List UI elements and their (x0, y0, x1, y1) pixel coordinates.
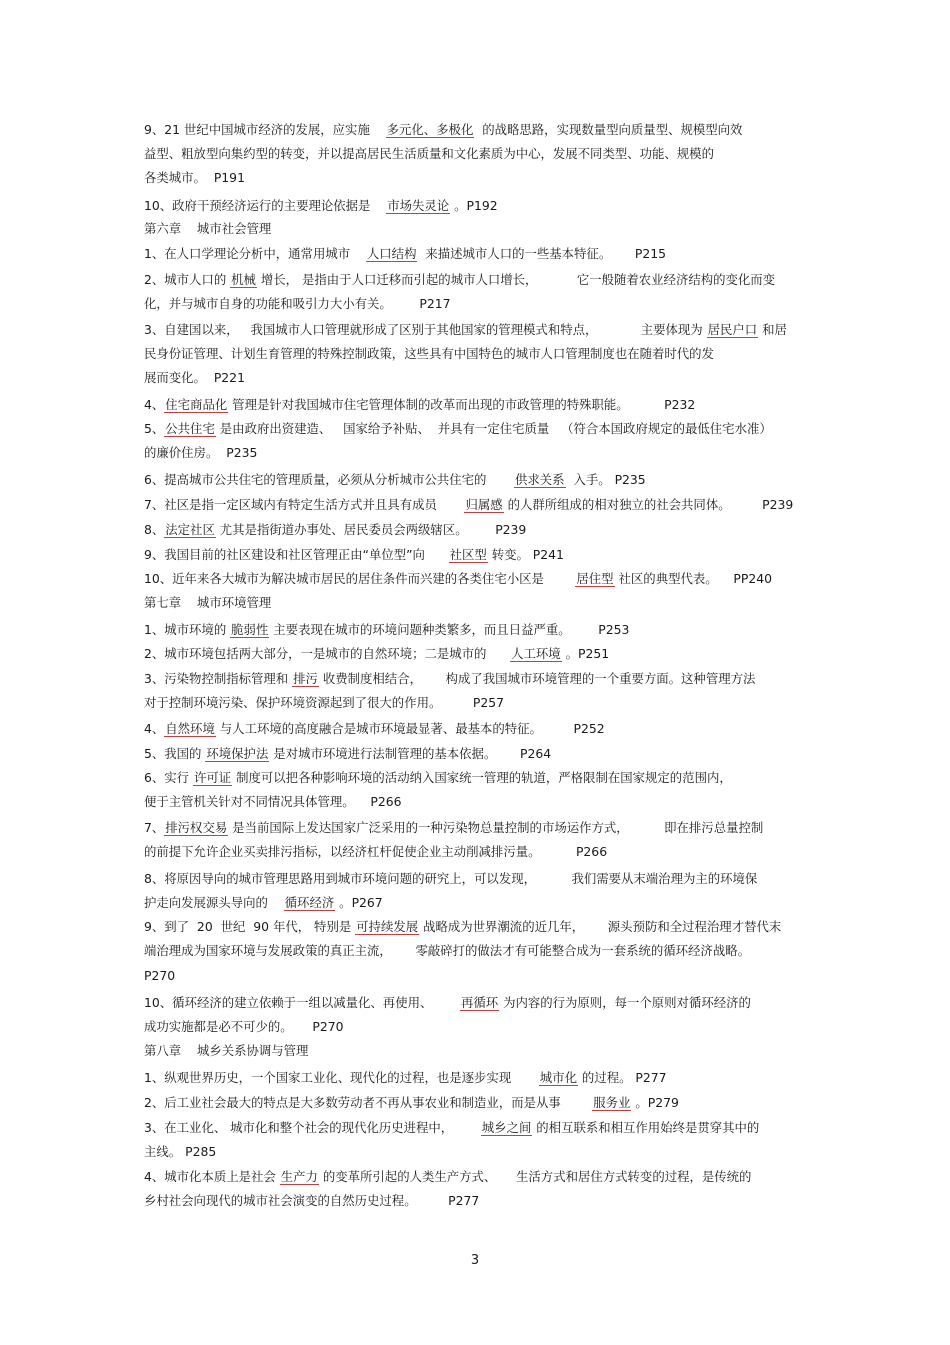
line-text: 7、社区是指一定区域内有特定生活方式并且具有成员 (144, 497, 437, 512)
line-text (597, 322, 640, 337)
line-text: 社区的典型代表。 (614, 571, 718, 586)
line-text (437, 497, 465, 512)
text-line (144, 445, 257, 461)
line-text: 为内容的行为原则，每一个原则对循环经济的 (499, 995, 751, 1010)
line-text: 化，并与城市自身的功能和吸引力大小有关。 (144, 296, 392, 311)
text-line (144, 472, 646, 488)
line-text: 2、城市环境包括两大部分，一是城市的自然环境；二是城市的 (144, 646, 487, 661)
text-line (144, 547, 564, 563)
line-text (731, 497, 763, 512)
line-text: P232 (664, 397, 696, 412)
line-text: 5、我国的 (144, 746, 206, 761)
line-text (544, 571, 576, 586)
text-line (144, 1043, 308, 1059)
line-text: 的廉价住房。 P235 (144, 445, 258, 460)
underlined-answer: 人口结构 (366, 246, 417, 261)
text-line (144, 1169, 751, 1185)
line-text: P252 (573, 721, 605, 736)
line-text: 端治理成为国家环境与发展政策的真正主流， (144, 943, 392, 958)
text-line (144, 170, 245, 186)
line-text: 主要表现在城市的环境问题种类繁多，而且日益严重。 (269, 622, 571, 637)
line-text: 1、在人口学理论分析中，通常用城市 (144, 246, 351, 261)
line-text: 民身份证管理、计划生育管理的特殊控制政策，这些具有中国特色的城市人口管理制度也在随着时代的发 (144, 346, 714, 361)
line-text (718, 571, 734, 586)
line-text (293, 1019, 313, 1034)
underlined-answer: 供求关系 (515, 472, 565, 487)
line-text: 管理是针对我国城市住宅管理体制的改革而出现的市政管理的特殊职能。 (228, 397, 629, 412)
text-line (144, 943, 750, 959)
line-text (549, 421, 561, 436)
line-text: 1、纵观世界历史，一个国家工业化、现代化的过程，也是逐步实现 (144, 1070, 512, 1085)
line-text: 益型、粗放型向集约型的转变，并以提高居民生活质量和文化素质为中心，发展不同类型、功能、规模的 (144, 146, 714, 161)
line-text: P270 (144, 968, 176, 983)
line-text (268, 895, 284, 910)
line-text: 6、实行 (144, 770, 193, 785)
line-text (536, 871, 571, 886)
line-text: 它一般随着农业经济结构的变化而变 (576, 272, 776, 287)
underlined-answer: 循环经济 (284, 895, 335, 910)
line-text (422, 671, 446, 686)
text-line (144, 721, 605, 737)
line-text: （符合本国政府规定的最低住宅水准） (561, 421, 772, 436)
underlined-answer: 归属感 (465, 497, 503, 512)
line-text: 的前提下允许企业买卖排污指标，以经济杠杆促使企业主动削减排污量。 (144, 844, 541, 859)
text-line (144, 820, 763, 836)
line-text: 制度可以把各种影响环境的活动纳入国家统一管理的轨道，严格限制在国家规定的范围内， (232, 770, 732, 785)
line-text: 的相互联系和相互作用始终是贯穿其中的 (532, 1120, 760, 1135)
line-text: 增长， 是指由于人口迁移而引起的城市人口增长， (256, 272, 538, 287)
underlined-answer: 人工环境 (511, 646, 561, 661)
text-line (144, 146, 714, 162)
underlined-answer: 排污权交易 (165, 820, 228, 835)
line-text: 8、 (144, 522, 165, 537)
text-line (144, 622, 629, 638)
text-line (144, 919, 781, 935)
text-line (144, 370, 245, 386)
underlined-answer: 可持续发展 (356, 919, 419, 934)
line-text (370, 198, 386, 213)
line-text (468, 522, 496, 537)
line-text: 第六章 城市社会管理 (144, 221, 272, 236)
line-text: 。P251 (561, 646, 610, 661)
line-text (430, 421, 438, 436)
text-line (144, 1070, 667, 1086)
line-text: 转变。 P241 (487, 547, 564, 562)
line-text: P277 (448, 1193, 480, 1208)
line-text: P257 (472, 695, 505, 710)
line-text: 源头预防和全过程治理才替代末 (607, 919, 782, 934)
text-line (144, 571, 772, 587)
underlined-answer: 居住型 (576, 571, 614, 586)
text-line (144, 1120, 759, 1136)
line-text (331, 421, 343, 436)
line-text (392, 296, 420, 311)
text-line (144, 272, 775, 288)
line-text: 战略成为世界潮流的近几年， (419, 919, 585, 934)
line-text: 即在排污总量控制 (664, 820, 764, 835)
line-text (486, 472, 514, 487)
line-text: 3、污染物控制指标管理和 (144, 671, 293, 686)
line-text: 9、21 世纪中国城市经济的发展，应实施 (144, 122, 370, 137)
line-text: 是由政府出资建造、 (215, 421, 332, 436)
line-text: P217 (419, 296, 451, 311)
line-text: 乡村社会向现代的城市社会演变的自然历史过程。 (144, 1193, 417, 1208)
line-text (453, 1120, 481, 1135)
line-text: 尤其是指街道办事处、居民委员会两级辖区。 (215, 522, 468, 537)
line-text: 国家给予补贴、 (343, 421, 430, 436)
line-text (370, 122, 386, 137)
line-text (417, 1193, 449, 1208)
text-line (144, 968, 175, 984)
underlined-answer: 住宅商品化 (165, 397, 228, 412)
underlined-answer: 机械 (231, 272, 256, 287)
line-text (432, 995, 460, 1010)
line-text: 与人工环境的高度融合是城市环境最显著、最基本的特征。 (215, 721, 542, 736)
line-text: 的变革所引起的人类生产方式、 (318, 1169, 497, 1184)
underlined-answer: 居民户口 (707, 322, 758, 337)
line-text: 。P192 (450, 198, 498, 213)
line-text: 零敲碎打的做法才有可能整合成为一套系统的循环经济战略。 (415, 943, 750, 958)
text-line (144, 746, 551, 762)
line-text: 第八章 城乡关系协调与管理 (144, 1043, 309, 1058)
text-line (144, 346, 714, 362)
line-text: P270 (312, 1019, 344, 1034)
line-text: 我国城市人口管理就形成了区别于其他国家的管理模式和特点， (250, 322, 598, 337)
line-text (486, 646, 510, 661)
line-text (392, 943, 416, 958)
line-text: 各类城市。 P191 (144, 170, 245, 185)
underlined-answer: 服务业 (593, 1095, 631, 1110)
text-line (144, 497, 793, 513)
text-line (144, 770, 732, 786)
line-text (584, 919, 608, 934)
text-line (144, 646, 609, 662)
line-text: 入手。 P235 (565, 472, 646, 487)
text-line (144, 844, 607, 860)
text-line (144, 794, 402, 810)
line-text (350, 246, 366, 261)
line-text (511, 1070, 539, 1085)
line-text: 1、城市环境的 (144, 622, 231, 637)
line-text (239, 322, 251, 337)
line-text: 的过程。 P277 (577, 1070, 667, 1085)
text-line (144, 671, 755, 687)
line-text: 。P279 (631, 1095, 679, 1110)
text-line (144, 871, 757, 887)
line-text: 9、到了 20 世纪 90 年代， 特别是 (144, 919, 356, 934)
line-text: 5、 (144, 421, 165, 436)
line-text (355, 794, 371, 809)
line-text: 生活方式和居住方式转变的过程，是传统的 (516, 1169, 752, 1184)
text-line (144, 695, 504, 711)
line-text: 的战略思路，实现数量型向质量型、规模型向效 (474, 122, 743, 137)
line-text: 成功实施都是必不可少的。 (144, 1019, 293, 1034)
line-text (541, 844, 576, 859)
text-line (144, 122, 742, 138)
text-line (144, 895, 383, 911)
underlined-answer: 公共住宅 (165, 421, 215, 436)
line-text: PP240 (733, 571, 773, 586)
underlined-answer: 社区型 (449, 547, 487, 562)
line-text: 第七章 城市环境管理 (144, 595, 272, 610)
text-line (144, 522, 526, 538)
underlined-answer: 市场失灵论 (387, 198, 450, 213)
line-text: 9、我国目前的社区建设和社区管理正由“单位型”向 (144, 547, 425, 562)
line-text: 是当前国际上发达国家广泛采用的一种污染物总量控制的市场运作方式， (228, 820, 629, 835)
line-text (441, 695, 473, 710)
text-line (144, 198, 498, 214)
underlined-answer: 生产力 (280, 1169, 318, 1184)
underlined-answer: 排污 (293, 671, 318, 686)
underlined-answer: 多元化、多极化 (386, 122, 474, 137)
underlined-answer: 再循环 (460, 995, 499, 1010)
line-text: 和居 (758, 322, 787, 337)
line-text: P239 (495, 522, 527, 537)
line-text: 7、 (144, 820, 165, 835)
line-text: 3、在工业化、 城市化和整个社会的现代化历史进程中， (144, 1120, 454, 1135)
text-line (144, 322, 787, 338)
text-line (144, 1019, 344, 1035)
line-text: 10、循环经济的建立依赖于一组以减量化、再使用、 (144, 995, 433, 1010)
line-text: 10、近年来各大城市为解决城市居民的居住条件而兴建的各类住宅小区是 (144, 571, 544, 586)
line-text: 构成了我国城市环境管理的一个重要方面。这种管理方法 (445, 671, 756, 686)
line-text: P266 (370, 794, 402, 809)
line-text (537, 272, 576, 287)
line-text: 4、 (144, 721, 165, 736)
line-text (629, 820, 664, 835)
line-text: 护走向发展源头导向的 (144, 895, 268, 910)
line-text: P266 (575, 844, 608, 859)
line-text (611, 246, 635, 261)
line-text (425, 547, 449, 562)
line-text: 2、城市人口的 (144, 272, 231, 287)
line-text: 收费制度相结合， (318, 671, 422, 686)
line-text: 2、后工业社会最大的特点是大多数劳动者不再从事农业和制造业，而是从事 (144, 1095, 561, 1110)
underlined-answer: 环境保护法 (206, 746, 269, 761)
line-text: 4、城市化本质上是社会 (144, 1169, 280, 1184)
page-number: 3 (470, 1253, 480, 1268)
underlined-answer: 城乡之间 (481, 1120, 532, 1135)
line-text: P215 (634, 246, 666, 261)
underlined-answer: 法定社区 (165, 522, 215, 537)
line-text: P239 (762, 497, 794, 512)
line-text: 便于主管机关针对不同情况具体管理。 (144, 794, 355, 809)
line-text (496, 1169, 516, 1184)
line-text (571, 622, 599, 637)
line-text: 10、政府干预经济运行的主要理论依据是 (144, 198, 371, 213)
text-line (144, 296, 451, 312)
line-text: 来描述城市人口的一些基本特征。 (417, 246, 612, 261)
line-text: 对于控制环境污染、保护环境资源起到了很大的作用。 (144, 695, 442, 710)
line-text (542, 721, 574, 736)
line-text (629, 397, 664, 412)
line-text: P264 (519, 746, 552, 761)
line-text: P253 (598, 622, 630, 637)
text-line (144, 421, 772, 437)
underlined-answer: 许可证 (194, 770, 232, 785)
line-text: 我们需要从末端治理为主的环境保 (571, 871, 758, 886)
line-text: 8、将原因导向的城市管理思路用到城市环境问题的研究上，可以发现， (144, 871, 536, 886)
line-text: 主要体现为 (640, 322, 707, 337)
text-line (144, 1193, 479, 1209)
line-text: 4、 (144, 397, 165, 412)
line-text: 主线。 P285 (144, 1144, 217, 1159)
line-text: 展而变化。 P221 (144, 370, 245, 385)
underlined-answer: 自然环境 (165, 721, 215, 736)
underlined-answer: 城市化 (539, 1070, 577, 1085)
line-text (496, 746, 520, 761)
text-line (144, 595, 271, 611)
text-line (144, 1095, 679, 1111)
line-text: 。P267 (335, 895, 383, 910)
text-line (144, 995, 751, 1011)
line-text (561, 1095, 593, 1110)
text-line (144, 397, 695, 413)
line-text: 的人群所组成的相对独立的社会共同体。 (503, 497, 731, 512)
line-text: 6、提高城市公共住宅的管理质量，必须从分析城市公共住宅的 (144, 472, 487, 487)
line-text: 3、自建国以来， (144, 322, 239, 337)
text-line (144, 246, 666, 262)
line-text: 是对城市环境进行法制管理的基本依据。 (269, 746, 497, 761)
line-text: 并具有一定住宅质量 (437, 421, 550, 436)
underlined-answer: 脆弱性 (231, 622, 269, 637)
text-line (144, 221, 271, 237)
text-line (144, 1144, 216, 1160)
